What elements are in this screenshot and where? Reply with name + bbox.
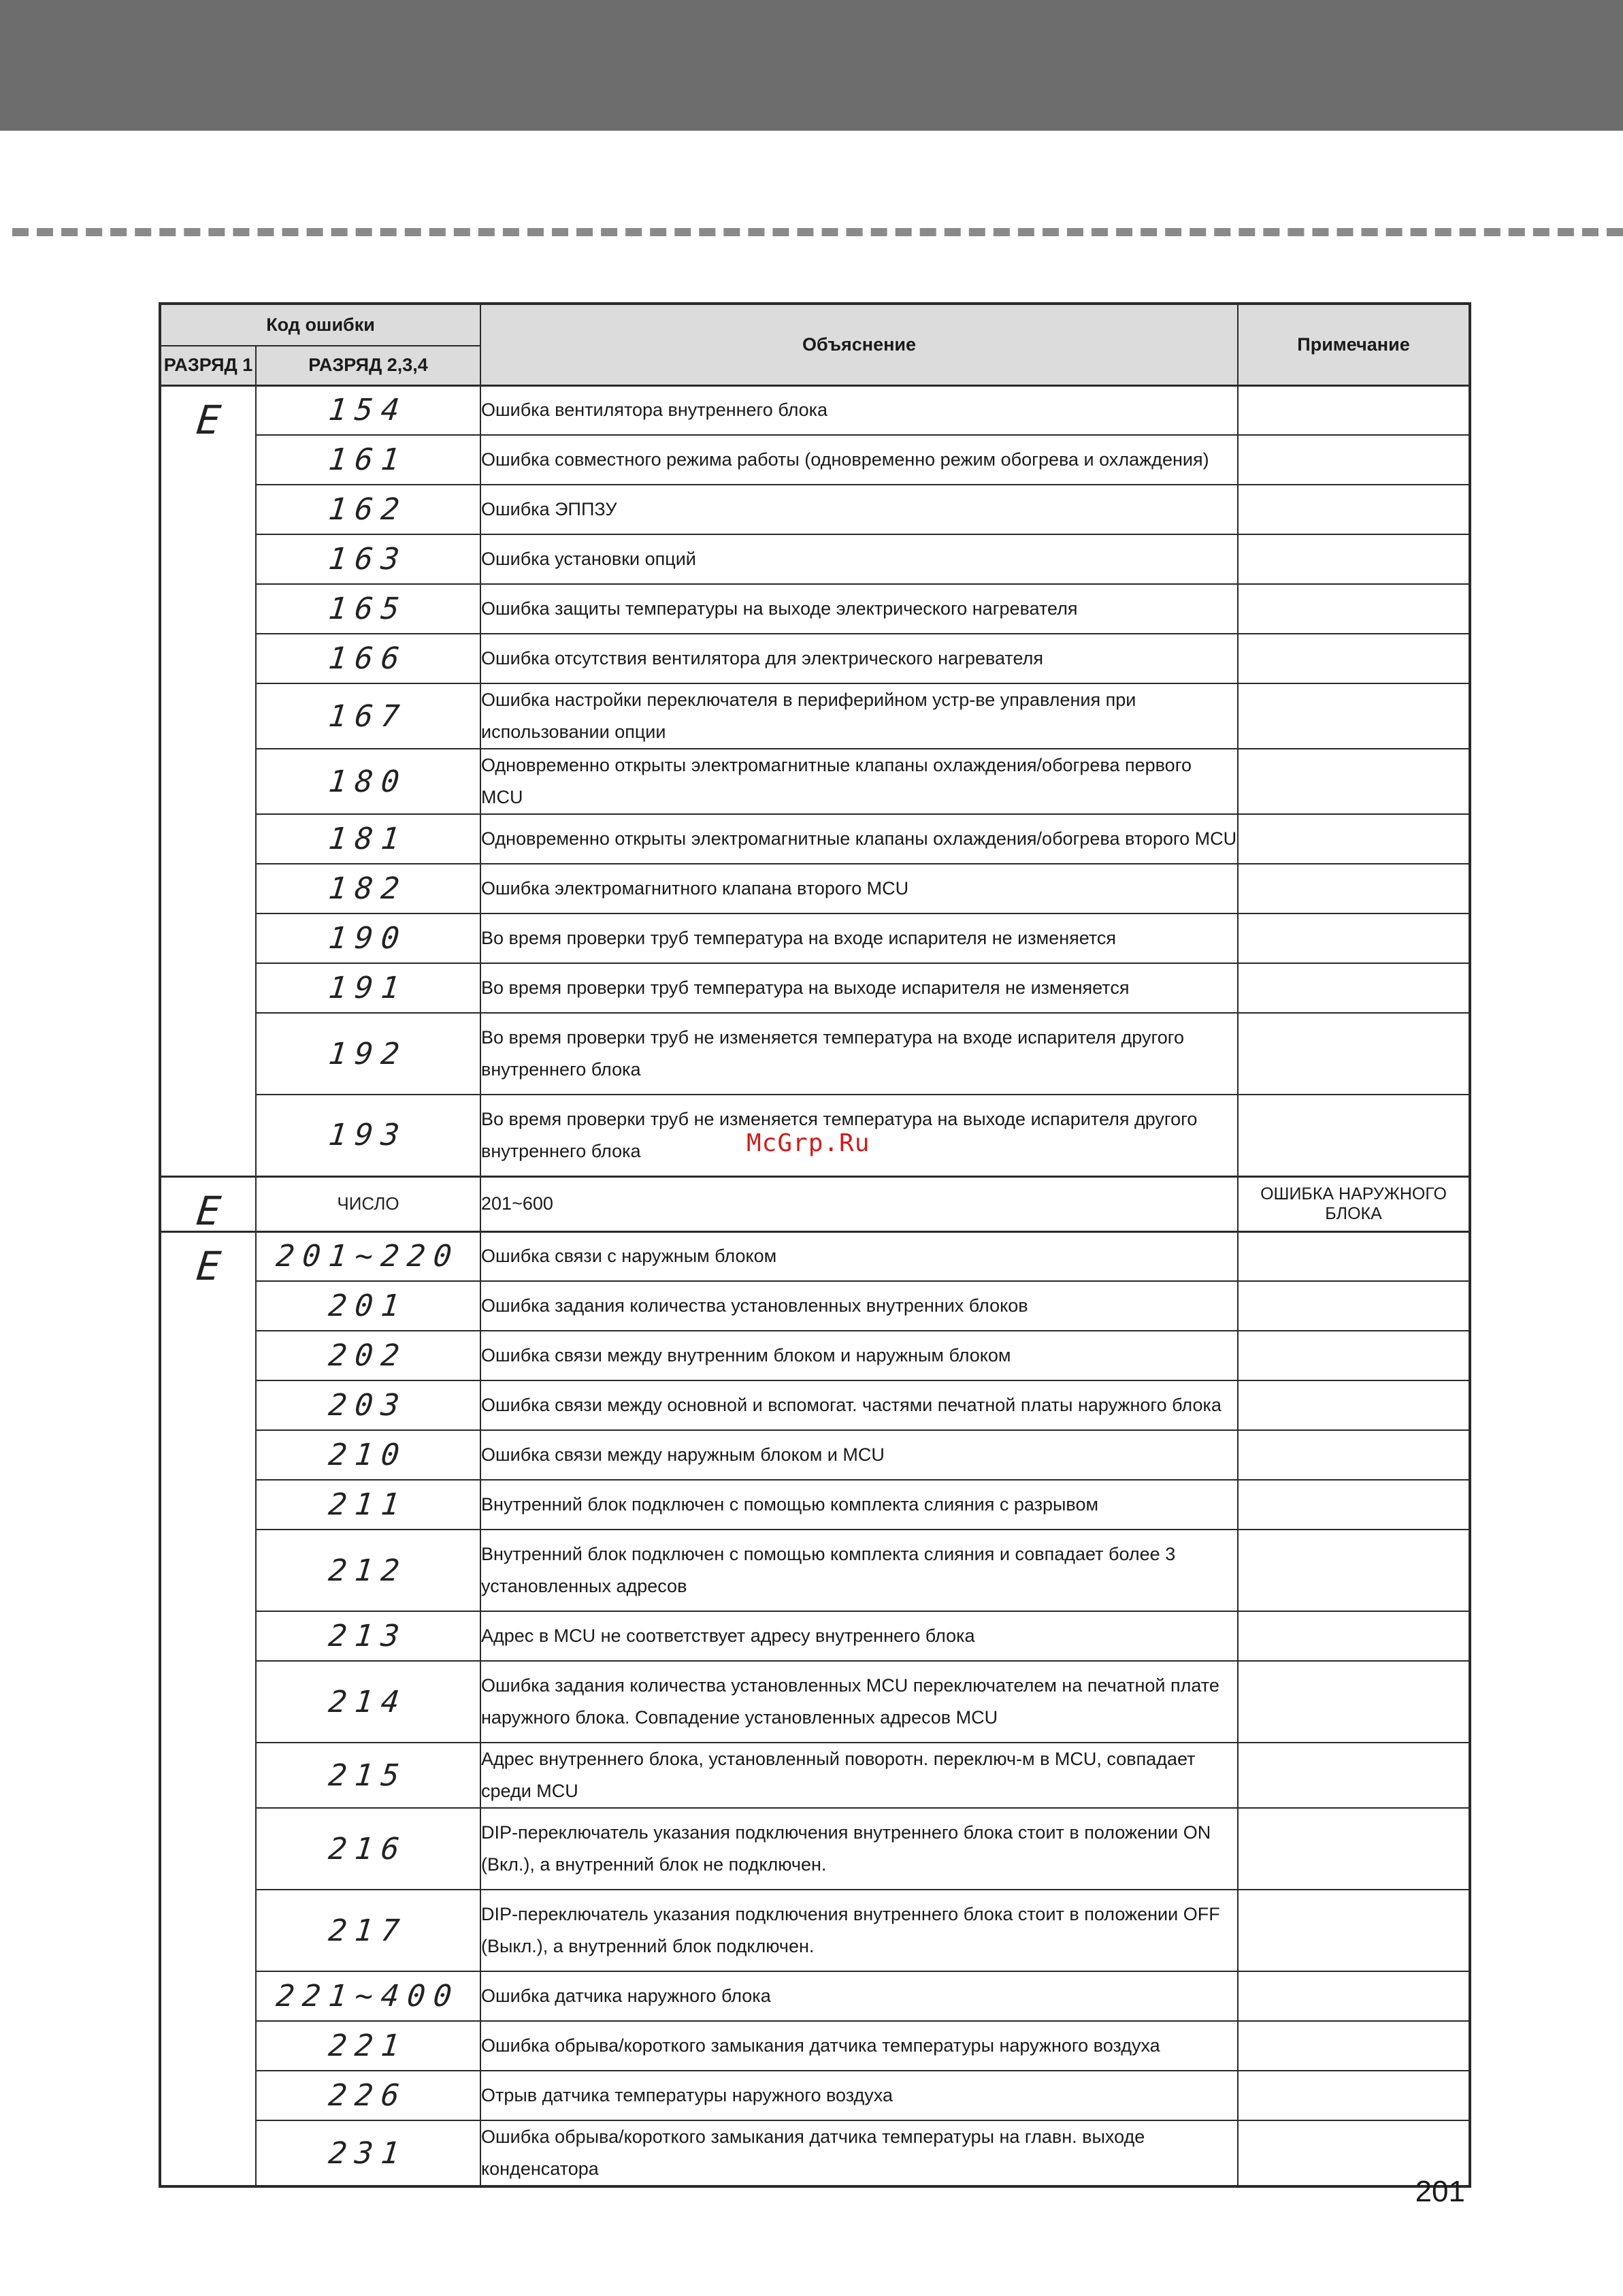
code-cell [256, 864, 480, 913]
code-cell [256, 814, 480, 864]
error-description: Адрес в MCU не соответствует адресу внутреннего блока [480, 1611, 1238, 1661]
error-description: 201~600 [480, 1176, 1238, 1231]
code-cell [256, 683, 480, 749]
error-code: 182 [327, 871, 410, 906]
error-description: Отрыв датчика температуры наружного воздуха [480, 2071, 1238, 2120]
error-note [1238, 1013, 1470, 1095]
watermark: McGrp.Ru [747, 1129, 870, 1157]
error-description: Внутренний блок подключен с помощью комплекта слияния с разрывом [480, 1480, 1238, 1530]
code-cell [256, 2120, 480, 2186]
table-row [160, 749, 1470, 814]
error-description: Внутренний блок подключен с помощью комплекта слияния и совпадает более 3 установленных адресов [480, 1530, 1238, 1611]
error-description: Ошибка связи между наружным блоком и MCU [480, 1430, 1238, 1480]
error-description: Ошибка настройки переключателя в периферийном устр-ве управления при использовании опции [480, 683, 1238, 749]
table-row [160, 1808, 1470, 1890]
code-cell [256, 1331, 480, 1380]
error-note [1238, 683, 1470, 749]
error-note [1238, 1331, 1470, 1380]
error-code: 162 [327, 492, 410, 527]
error-code: 217 [327, 1913, 410, 1948]
error-description: Ошибка ЭППЗУ [480, 485, 1238, 534]
code-cell [256, 485, 480, 534]
table-row [160, 485, 1470, 534]
error-code: 216 [327, 1831, 410, 1866]
table-row [160, 864, 1470, 913]
error-note [1238, 864, 1470, 913]
table-row [160, 1281, 1470, 1331]
code-cell [256, 1430, 480, 1480]
code-cell [256, 1808, 480, 1890]
table-row [160, 1743, 1470, 1808]
error-description: Во время проверки труб температура на выходе испарителя не изменяется [480, 963, 1238, 1013]
error-code: 193 [327, 1118, 410, 1153]
error-code: 231 [327, 2135, 410, 2171]
code-cell [256, 435, 480, 485]
dashed-divider [12, 228, 1623, 236]
table-row [160, 584, 1470, 634]
error-description: Ошибка установки опций [480, 534, 1238, 584]
table-row [160, 534, 1470, 584]
error-note [1238, 2071, 1470, 2120]
error-code: 214 [327, 1684, 410, 1719]
code-cell [256, 2021, 480, 2071]
page-number: 201 [1415, 2175, 1465, 2208]
error-description: Ошибка электромагнитного клапана второго MCU [480, 864, 1238, 913]
error-code: 161 [327, 442, 410, 477]
digit1-cell [160, 1176, 256, 1234]
error-code: 180 [327, 764, 410, 799]
error-code: 201~220 [274, 1239, 462, 1274]
error-note [1238, 1808, 1470, 1890]
code-cell [256, 1231, 480, 1281]
digit1-value: E [193, 1242, 223, 1289]
error-description: Ошибка вентилятора внутреннего блока [480, 385, 1238, 435]
error-note [1238, 634, 1470, 683]
error-description: DIP-переключатель указания подключения внутреннего блока стоит в положении OFF (Выкл.), а внутренний блок подключен. [480, 1890, 1238, 1971]
table-row [160, 1890, 1470, 1971]
header-error-code: Код ошибки [160, 304, 480, 346]
error-code: 202 [327, 1338, 410, 1373]
code-cell [256, 963, 480, 1013]
error-description: Адрес внутреннего блока, установленный поворотн. переключ-м в MCU, совпадает среди MCU [480, 1743, 1238, 1808]
error-note [1238, 435, 1470, 485]
error-description: Во время проверки труб не изменяется температура на входе испарителя другого внутреннего блока [480, 1013, 1238, 1095]
table-row [160, 1661, 1470, 1743]
error-code: 154 [327, 393, 410, 428]
code-cell [256, 1530, 480, 1611]
error-note: ОШИБКА НАРУЖНОГО БЛОКА [1238, 1176, 1470, 1231]
table-row [160, 1231, 1470, 1281]
top-banner [0, 0, 1623, 131]
code-cell [256, 385, 480, 435]
digit1-value: E [193, 396, 223, 443]
error-description: Ошибка обрыва/короткого замыкания датчика температуры на главн. выходе конденсатора [480, 2120, 1238, 2186]
error-description: Ошибка датчика наружного блока [480, 1971, 1238, 2021]
error-note [1238, 1890, 1470, 1971]
table-row [160, 683, 1470, 749]
error-note [1238, 913, 1470, 963]
header-digits-234: РАЗРЯД 2,3,4 [256, 346, 480, 385]
table-row [160, 1013, 1470, 1095]
code-cell [256, 1611, 480, 1661]
digit1-cell [160, 1231, 256, 2186]
error-code: ЧИСЛО [337, 1193, 399, 1214]
error-code: 215 [327, 1758, 410, 1793]
error-code: 211 [327, 1487, 410, 1522]
digit1-value: E [193, 1187, 223, 1234]
error-note [1238, 1661, 1470, 1743]
table-row [160, 1971, 1470, 2021]
error-note [1238, 1480, 1470, 1530]
code-cell [256, 534, 480, 584]
code-cell [256, 1176, 480, 1231]
table-row [160, 814, 1470, 864]
error-note [1238, 485, 1470, 534]
code-cell [256, 1380, 480, 1430]
error-description: Одновременно открыты электромагнитные клапаны охлаждения/обогрева первого MCU [480, 749, 1238, 814]
table-row [160, 913, 1470, 963]
error-note [1238, 534, 1470, 584]
table-row [160, 2120, 1470, 2186]
code-cell [256, 1095, 480, 1176]
error-note [1238, 1743, 1470, 1808]
code-cell [256, 2071, 480, 2120]
error-code: 201 [327, 1289, 410, 1323]
header-note: Примечание [1238, 304, 1470, 385]
error-code-table [159, 302, 1471, 2188]
error-note [1238, 2021, 1470, 2071]
header-digit-1: РАЗРЯД 1 [160, 346, 256, 385]
error-note [1238, 1095, 1470, 1176]
code-cell [256, 1013, 480, 1095]
code-cell [256, 913, 480, 963]
table-row [160, 385, 1470, 435]
table-row [160, 1530, 1470, 1611]
table-row [160, 1380, 1470, 1430]
table-row [160, 1480, 1470, 1530]
error-description: Ошибка связи между внутренним блоком и наружным блоком [480, 1331, 1238, 1380]
code-cell [256, 1971, 480, 2021]
error-description: Ошибка связи между основной и вспомогат. частями печатной платы наружного блока [480, 1380, 1238, 1430]
error-code: 165 [327, 592, 410, 626]
error-code: 181 [327, 822, 410, 856]
error-code: 221 [327, 2028, 410, 2063]
error-code: 166 [327, 641, 410, 676]
table-row [160, 1176, 1470, 1231]
header-explanation: Объяснение [480, 304, 1238, 385]
code-cell [256, 584, 480, 634]
table-row [160, 1611, 1470, 1661]
error-description: Одновременно открыты электромагнитные клапаны охлаждения/обогрева второго MCU [480, 814, 1238, 864]
code-cell [256, 749, 480, 814]
error-code: 163 [327, 542, 410, 577]
error-note [1238, 814, 1470, 864]
error-code: 167 [327, 698, 410, 734]
table-row [160, 2071, 1470, 2120]
error-note [1238, 584, 1470, 634]
error-description: DIP-переключатель указания подключения внутреннего блока стоит в положении ON (Вкл.), а внутренний блок не подключен. [480, 1808, 1238, 1890]
error-description: Ошибка совместного режима работы (одновременно режим обогрева и охлаждения) [480, 435, 1238, 485]
error-code: 212 [327, 1553, 410, 1588]
error-code: 221~400 [274, 1979, 462, 2014]
code-cell [256, 1661, 480, 1743]
code-cell [256, 1281, 480, 1331]
error-description: Ошибка защиты температуры на выходе электрического нагревателя [480, 584, 1238, 634]
error-code: 190 [327, 921, 410, 956]
error-note [1238, 1380, 1470, 1430]
table-row [160, 435, 1470, 485]
error-description: Ошибка связи с наружным блоком [480, 1231, 1238, 1281]
error-code: 226 [327, 2078, 410, 2113]
error-code: 203 [327, 1388, 410, 1423]
error-code: 191 [327, 971, 410, 1005]
digit1-cell [160, 385, 256, 1176]
error-note [1238, 1611, 1470, 1661]
error-description: Во время проверки труб температура на входе испарителя не изменяется [480, 913, 1238, 963]
error-description: Ошибка отсутствия вентилятора для электрического нагревателя [480, 634, 1238, 683]
error-note [1238, 1281, 1470, 1331]
code-cell [256, 1480, 480, 1530]
error-code: 192 [327, 1036, 410, 1071]
table-row [160, 963, 1470, 1013]
error-note [1238, 385, 1470, 435]
error-note [1238, 1971, 1470, 2021]
error-note [1238, 963, 1470, 1013]
error-description: Во время проверки труб не изменяется температура на выходе испарителя другого внутреннего блока [480, 1095, 1238, 1176]
code-cell [256, 1890, 480, 1971]
error-note [1238, 1231, 1470, 1281]
error-description: Ошибка задания количества установленных MCU переключателем на печатной плате наружного блока. Совпадение установленных адресов MCU [480, 1661, 1238, 1743]
error-note [1238, 1430, 1470, 1480]
error-description: Ошибка задания количества установленных внутренних блоков [480, 1281, 1238, 1331]
table-row [160, 1331, 1470, 1380]
table-row [160, 634, 1470, 683]
code-cell [256, 634, 480, 683]
error-note [1238, 1530, 1470, 1611]
table-row [160, 1430, 1470, 1480]
table-row [160, 2021, 1470, 2071]
error-code: 210 [327, 1438, 410, 1472]
error-code: 213 [327, 1619, 410, 1653]
code-cell [256, 1743, 480, 1808]
error-note [1238, 749, 1470, 814]
error-description: Ошибка обрыва/короткого замыкания датчика температуры наружного воздуха [480, 2021, 1238, 2071]
